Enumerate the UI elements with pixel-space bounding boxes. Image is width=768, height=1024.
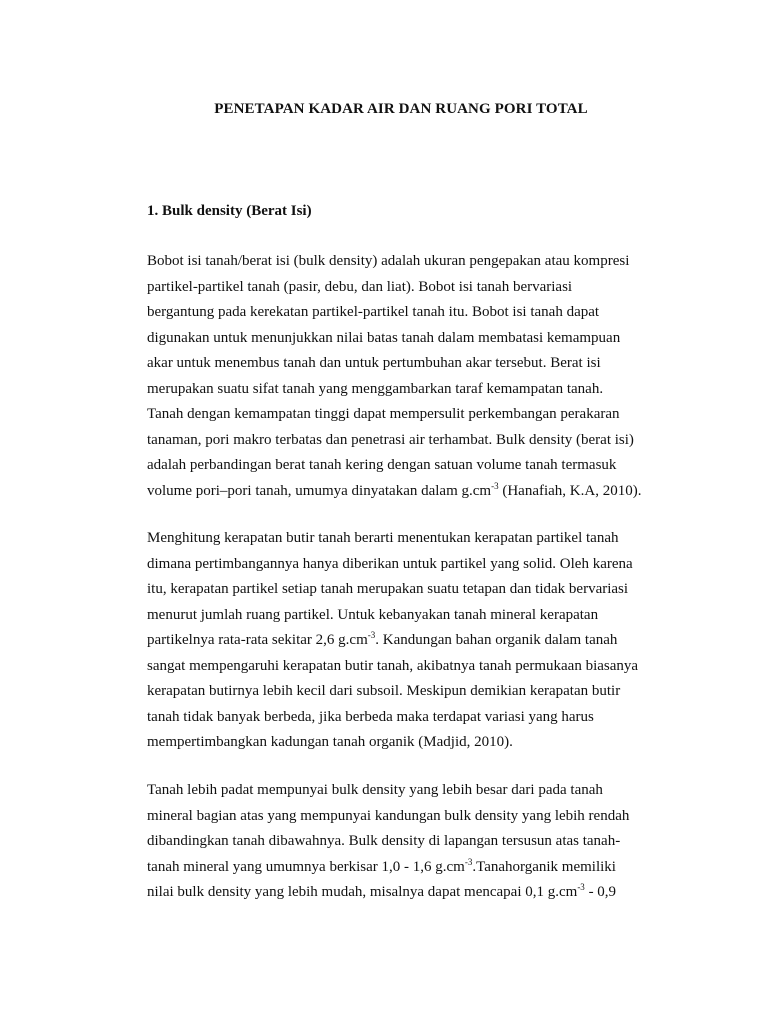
text-line: bergantung pada kerekatan partikel-partikel tanah itu. Bobot isi tanah dapat <box>147 304 600 320</box>
text-line: partikel-partikel tanah (pasir, debu, dan liat). Bobot isi tanah bervariasi <box>147 278 573 295</box>
text-line: mineral bagian atas yang mempunyai kandungan bulk density yang lebih rendah <box>147 807 630 824</box>
text-line: sangat mempengaruhi kerapatan butir tanah, akibatnya tanah permukaan biasanya <box>147 657 639 674</box>
text-line: menurut jumlah ruang partikel. Untuk kebanyakan tanah mineral kerapatan <box>147 606 599 623</box>
superscript: -3 <box>367 630 376 640</box>
text-line: kerapatan butirnya lebih kecil dari subsoil. Meskipun demikian kerapatan butir <box>147 683 621 699</box>
text-line: tanah tidak banyak berbeda, jika berbeda maka terdapat variasi yang harus <box>147 708 594 725</box>
text-line <box>147 479 667 505</box>
text-line <box>147 855 667 881</box>
text-fragment: partikelnya rata-rata sekitar 2,6 g.cm <box>147 632 368 648</box>
document-title: PENETAPAN KADAR AIR DAN RUANG PORI TOTAL <box>214 101 588 117</box>
text-line: Bobot isi tanah/berat isi (bulk density) adalah ukuran pengepakan atau kompresi <box>147 253 630 269</box>
section-heading: 1. Bulk density (Berat Isi) <box>147 203 312 219</box>
text-fragment: tanah mineral yang umumnya berkisar 1,0 - 1,6 g.cm <box>147 858 465 875</box>
paragraph-bulk-density <box>147 249 667 504</box>
text-line: Menghitung kerapatan butir tanah berarti menentukan kerapatan partikel tanah <box>147 530 619 546</box>
text-line: Tanah lebih padat mempunyai bulk density yang lebih besar dari pada tanah <box>147 782 603 798</box>
text-line: itu, kerapatan partikel setiap tanah merupakan suatu tetapan dan tidak bervariasi <box>147 581 629 597</box>
text-fragment: volume pori–pori tanah, umumya dinyatakan dalam g.cm <box>147 482 492 499</box>
text-line <box>147 628 667 654</box>
text-fragment: nilai bulk density yang lebih mudah, misalnya dapat mencapai 0,1 g.cm <box>147 884 578 900</box>
superscript: -3 <box>491 480 499 491</box>
text-line: dimana pertimbangannya hanya diberikan untuk partikel yang solid. Oleh karena <box>147 555 633 572</box>
text-line: adalah perbandingan berat tanah kering dengan satuan volume tanah termasuk <box>147 457 617 473</box>
text-line: Tanah dengan kemampatan tinggi dapat mempersulit perkembangan perakaran <box>147 406 620 422</box>
text-line: digunakan untuk menunjukkan nilai batas tanah dalam membatasi kemampuan <box>147 329 621 346</box>
superscript: -3 <box>577 882 585 892</box>
text-line: dibandingkan tanah dibawahnya. Bulk density di lapangan tersusun atas tanah- <box>147 833 621 849</box>
text-fragment: (Hanafiah, K.A, 2010). <box>498 482 642 499</box>
text-fragment: . Kandungan bahan organik dalam tanah <box>375 632 618 648</box>
superscript: -3 <box>464 856 473 867</box>
paragraph-particle-density <box>147 526 667 756</box>
text-line: mempertimbangkan kadungan tanah organik (Madjid, 2010). <box>147 734 513 750</box>
text-fragment: - 0,9 <box>584 884 617 900</box>
text-line: akar untuk menembus tanah dan untuk pertumbuhan akar tersebut. Berat isi <box>147 355 601 371</box>
text-fragment: .Tanahorganik memiliki <box>472 858 616 875</box>
text-line: tanaman, pori makro terbatas dan penetrasi air terhambat. Bulk density (berat isi) <box>147 431 634 448</box>
text-line <box>147 880 667 906</box>
paragraph-compaction <box>147 778 667 906</box>
text-line: merupakan suatu sifat tanah yang menggambarkan taraf kemampatan tanah. <box>147 380 604 397</box>
